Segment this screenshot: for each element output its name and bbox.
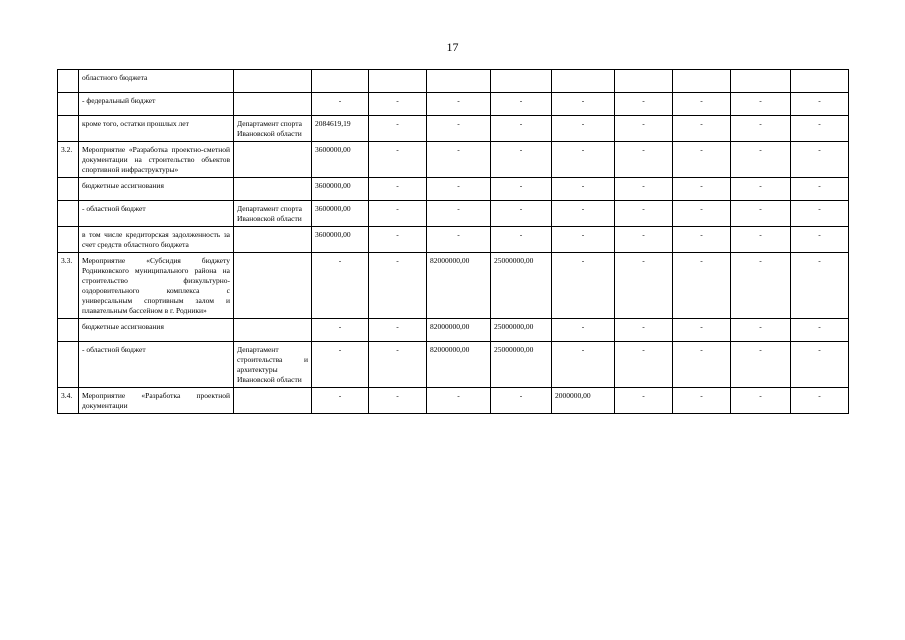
item-name-cell: Мероприятие «Разработка проектно-сметной документации на строительство объектов спортивной инфраструктуры» [79,142,234,178]
row-number-cell [58,93,79,116]
value-cell: - [427,201,491,227]
row-number-cell [58,178,79,201]
value-cell: - [731,178,791,201]
executor-cell [234,253,312,319]
executor-cell: Департамент спорта Ивановской области [234,201,312,227]
value-cell: - [427,116,491,142]
value-cell: - [312,93,369,116]
value-cell: - [615,142,673,178]
value-cell: - [312,342,369,388]
value-cell: - [673,142,731,178]
value-cell: - [615,227,673,253]
value-cell: - [312,388,369,414]
executor-cell [234,388,312,414]
item-name-cell: - областной бюджет [79,201,234,227]
value-cell: - [491,142,552,178]
value-cell: - [427,227,491,253]
value-cell: - [491,116,552,142]
value-cell: - [791,342,849,388]
value-cell: - [615,319,673,342]
value-cell: - [731,388,791,414]
value-cell: - [731,201,791,227]
item-name-cell: бюджетные ассигнования [79,178,234,201]
value-cell: 25000000,00 [491,319,552,342]
value-cell: - [427,388,491,414]
value-cell: - [615,201,673,227]
value-cell: - [791,116,849,142]
value-cell: - [615,93,673,116]
value-cell: - [615,342,673,388]
value-cell: - [552,253,615,319]
value-cell: - [552,116,615,142]
row-number-cell: 3.3. [58,253,79,319]
value-cell: 2000000,00 [552,388,615,414]
executor-cell [234,319,312,342]
value-cell: - [731,142,791,178]
value-cell: - [427,93,491,116]
value-cell: - [312,319,369,342]
value-cell: - [731,93,791,116]
value-cell: - [491,201,552,227]
value-cell: 82000000,00 [427,253,491,319]
value-cell [491,70,552,93]
row-number-cell: 3.2. [58,142,79,178]
value-cell: - [369,93,427,116]
table-row [58,70,849,93]
executor-cell: Департамент строительства и архитектуры Ивановской области [234,342,312,388]
value-cell: - [731,319,791,342]
value-cell: - [615,388,673,414]
table-row [58,227,849,253]
value-cell: - [552,142,615,178]
value-cell: - [491,178,552,201]
item-name-cell: в том числе кредиторская задолженность за счет средств областного бюджета [79,227,234,253]
value-cell: 25000000,00 [491,342,552,388]
value-cell: - [731,253,791,319]
table-row [58,116,849,142]
executor-cell [234,93,312,116]
value-cell: 2084619,19 [312,116,369,142]
value-cell: - [552,178,615,201]
row-number-cell [58,227,79,253]
table-row [58,142,849,178]
row-number-cell [58,342,79,388]
value-cell: - [369,253,427,319]
value-cell [673,70,731,93]
value-cell: - [673,253,731,319]
value-cell: 25000000,00 [491,253,552,319]
item-name-cell: бюджетные ассигнования [79,319,234,342]
value-cell [731,70,791,93]
row-number-cell [58,116,79,142]
executor-cell [234,70,312,93]
item-name-cell: Мероприятие «Разработка проектной документации [79,388,234,414]
value-cell: - [615,253,673,319]
item-name-cell: кроме того, остатки прошлых лет [79,116,234,142]
value-cell: - [791,319,849,342]
value-cell: - [673,319,731,342]
value-cell: - [369,201,427,227]
value-cell: - [427,178,491,201]
table-row [58,342,849,388]
value-cell: - [673,227,731,253]
value-cell: - [552,227,615,253]
value-cell: 3600000,00 [312,142,369,178]
value-cell: - [791,388,849,414]
item-name-cell: - областной бюджет [79,342,234,388]
value-cell: - [673,93,731,116]
value-cell: - [552,93,615,116]
row-number-cell [58,319,79,342]
value-cell: - [791,253,849,319]
value-cell: - [491,93,552,116]
budget-table [57,69,849,414]
value-cell: - [791,178,849,201]
value-cell: - [673,388,731,414]
value-cell [615,70,673,93]
value-cell: - [312,253,369,319]
row-number-cell [58,201,79,227]
row-number-cell: 3.4. [58,388,79,414]
value-cell: - [791,93,849,116]
value-cell: - [673,116,731,142]
table-row [58,388,849,414]
executor-cell [234,142,312,178]
value-cell: - [791,201,849,227]
item-name-cell: - федеральный бюджет [79,93,234,116]
executor-cell: Департамент спорта Ивановской области [234,116,312,142]
executor-cell [234,178,312,201]
value-cell: 3600000,00 [312,201,369,227]
row-number-cell [58,70,79,93]
value-cell: - [369,116,427,142]
value-cell: - [791,227,849,253]
value-cell [369,70,427,93]
table-row [58,319,849,342]
value-cell: - [369,142,427,178]
item-name-cell: областного бюджета [79,70,234,93]
value-cell: - [369,178,427,201]
value-cell: 3600000,00 [312,227,369,253]
value-cell: - [369,227,427,253]
value-cell: - [369,342,427,388]
value-cell: - [491,227,552,253]
executor-cell [234,227,312,253]
table-row [58,178,849,201]
value-cell: 82000000,00 [427,319,491,342]
value-cell [552,70,615,93]
value-cell: - [427,142,491,178]
item-name-cell: Мероприятие «Субсидия бюджету Родниковского муниципального района на строительство физкультурно-оздоровительного комплекса с универсальным спортивным залом и плавательным бассейном в г. Родники» [79,253,234,319]
value-cell: 3600000,00 [312,178,369,201]
value-cell: - [615,178,673,201]
value-cell: - [552,319,615,342]
value-cell: - [791,142,849,178]
value-cell: - [369,388,427,414]
table-row [58,253,849,319]
value-cell: - [731,116,791,142]
value-cell: - [673,178,731,201]
page-number: 17 [446,40,459,54]
value-cell: - [673,201,731,227]
value-cell: - [552,201,615,227]
value-cell [791,70,849,93]
value-cell: - [673,342,731,388]
value-cell: - [731,342,791,388]
value-cell: - [369,319,427,342]
value-cell: 82000000,00 [427,342,491,388]
value-cell: - [552,342,615,388]
value-cell: - [615,116,673,142]
table-row [58,201,849,227]
table-row [58,93,849,116]
value-cell: - [731,227,791,253]
value-cell [312,70,369,93]
value-cell [427,70,491,93]
value-cell: - [491,388,552,414]
